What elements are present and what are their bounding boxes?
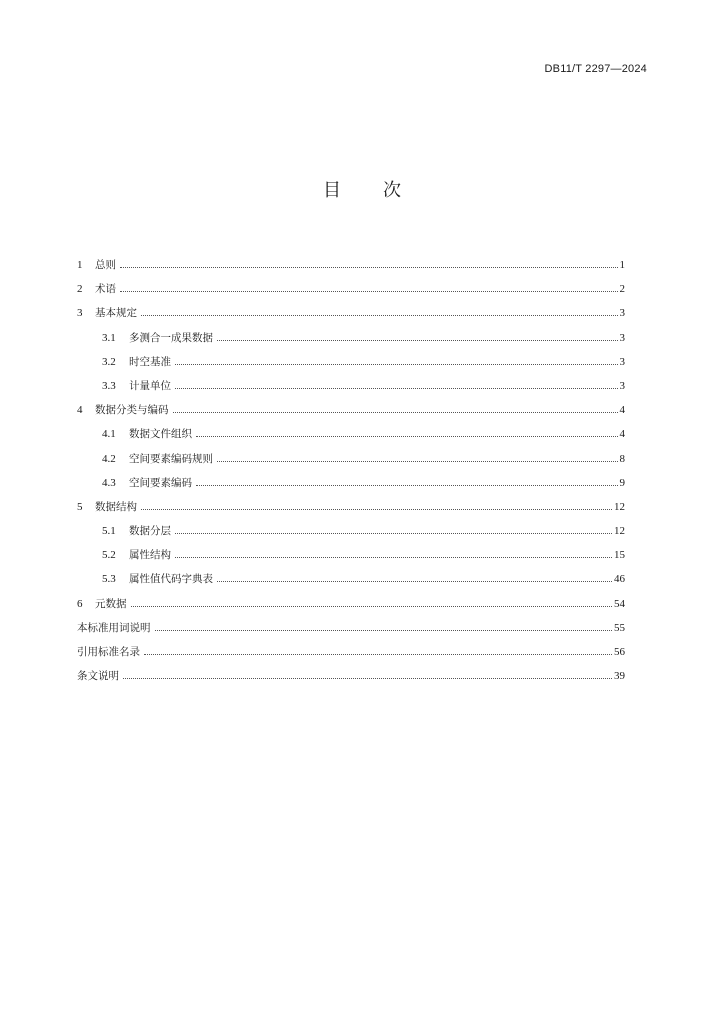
document-code: DB11/T 2297—2024 [544, 63, 647, 75]
toc-subentry[interactable] [77, 476, 625, 500]
toc-subentry[interactable] [77, 548, 625, 572]
toc-entry-number: 4.1 [102, 428, 116, 441]
toc-subentry[interactable] [77, 355, 625, 379]
toc-entry[interactable] [77, 597, 625, 621]
toc-entry-label: 条文说明 [77, 670, 119, 683]
toc-leader-dots [217, 461, 618, 462]
toc-leader-dots [120, 291, 618, 292]
toc-entry-number: 5 [77, 500, 83, 513]
toc-leader-dots [141, 315, 618, 316]
toc-entry-label: 元数据 [95, 597, 127, 610]
toc-entry-label: 空间要素编码规则 [129, 452, 213, 465]
toc-subentry[interactable] [77, 379, 625, 403]
toc-entry-number: 4.2 [102, 452, 116, 465]
toc-entry-label: 基本规定 [95, 307, 137, 320]
toc-leader-dots [175, 388, 618, 389]
toc-leader-dots [196, 436, 618, 437]
toc-entry-number: 3.1 [102, 331, 116, 344]
toc-entry[interactable] [77, 403, 625, 427]
toc-entry-page: 3 [619, 379, 625, 392]
toc-leader-dots [120, 267, 618, 268]
toc-entry[interactable] [77, 282, 625, 306]
toc-entry-label: 属性结构 [129, 549, 171, 562]
toc-entry-label: 空间要素编码 [129, 476, 192, 489]
toc-entry-page: 3 [619, 307, 625, 320]
toc-title-char-1: 目 [323, 180, 341, 201]
toc-entry-label: 属性值代码字典表 [129, 573, 213, 586]
toc-entry-label: 术语 [95, 283, 116, 296]
toc-entry[interactable] [77, 258, 625, 282]
toc-entry-number: 6 [77, 597, 83, 610]
toc-entry-label: 数据结构 [95, 500, 137, 513]
toc-leader-dots [217, 340, 618, 341]
toc-entry-label: 多测合一成果数据 [129, 331, 213, 344]
toc-appendix-entry[interactable] [77, 669, 625, 693]
toc-title-char-2: 次 [383, 180, 401, 201]
toc-leader-dots [155, 630, 613, 631]
toc-entry-page: 15 [614, 549, 625, 562]
table-of-contents [77, 258, 625, 693]
toc-entry-label: 引用标准名录 [77, 646, 140, 658]
toc-subentry[interactable] [77, 427, 625, 451]
toc-entry-number: 1 [77, 259, 83, 271]
toc-entry-label: 本标准用词说明 [77, 621, 151, 634]
toc-leader-dots [175, 557, 612, 558]
toc-leader-dots [131, 606, 613, 607]
toc-entry-label: 数据分类与编码 [95, 404, 169, 417]
toc-entry-number: 4.3 [102, 476, 116, 489]
toc-entry-label: 数据文件组织 [129, 428, 192, 441]
toc-entry-page: 46 [614, 573, 625, 586]
toc-entry-label: 总则 [95, 259, 116, 271]
toc-entry-number: 3.2 [102, 355, 116, 368]
toc-entry-number: 3.3 [102, 379, 116, 392]
toc-entry-number: 3 [77, 307, 83, 320]
toc-entry-page: 56 [614, 646, 625, 658]
toc-entry-number: 5.2 [102, 549, 116, 562]
toc-leader-dots [175, 364, 618, 365]
toc-entry-page: 8 [619, 452, 625, 465]
toc-entry-number: 5.3 [102, 573, 116, 586]
toc-entry-page: 1 [619, 259, 625, 271]
toc-appendix-entry[interactable] [77, 621, 625, 645]
toc-entry-label: 数据分层 [129, 525, 171, 538]
toc-entry-page: 4 [619, 428, 625, 441]
toc-leader-dots [141, 509, 612, 510]
toc-title [0, 176, 724, 202]
toc-subentry[interactable] [77, 572, 625, 596]
toc-entry-page: 9 [619, 476, 625, 489]
toc-entry-page: 2 [619, 283, 625, 296]
toc-subentry[interactable] [77, 524, 625, 548]
toc-entry-page: 3 [619, 355, 625, 368]
toc-leader-dots [144, 654, 612, 655]
toc-entry-page: 55 [614, 621, 625, 634]
toc-leader-dots [123, 678, 612, 679]
toc-leader-dots [217, 581, 612, 582]
toc-entry-number: 2 [77, 283, 83, 296]
toc-leader-dots [175, 533, 612, 534]
toc-entry-page: 39 [614, 670, 625, 683]
toc-entry-page: 12 [614, 525, 625, 538]
toc-entry-page: 3 [619, 331, 625, 344]
toc-leader-dots [196, 485, 618, 486]
toc-entry-page: 54 [614, 597, 625, 610]
toc-entry-label: 时空基准 [129, 355, 171, 368]
toc-entry-number: 4 [77, 404, 83, 417]
toc-subentry[interactable] [77, 331, 625, 355]
toc-entry-page: 4 [619, 404, 625, 417]
toc-leader-dots [173, 412, 618, 413]
toc-entry-page: 12 [614, 500, 625, 513]
toc-entry[interactable] [77, 500, 625, 524]
toc-subentry[interactable] [77, 452, 625, 476]
toc-appendix-entry[interactable] [77, 645, 625, 669]
toc-entry-label: 计量单位 [129, 379, 171, 392]
toc-entry-number: 5.1 [102, 525, 116, 538]
toc-entry[interactable] [77, 306, 625, 330]
